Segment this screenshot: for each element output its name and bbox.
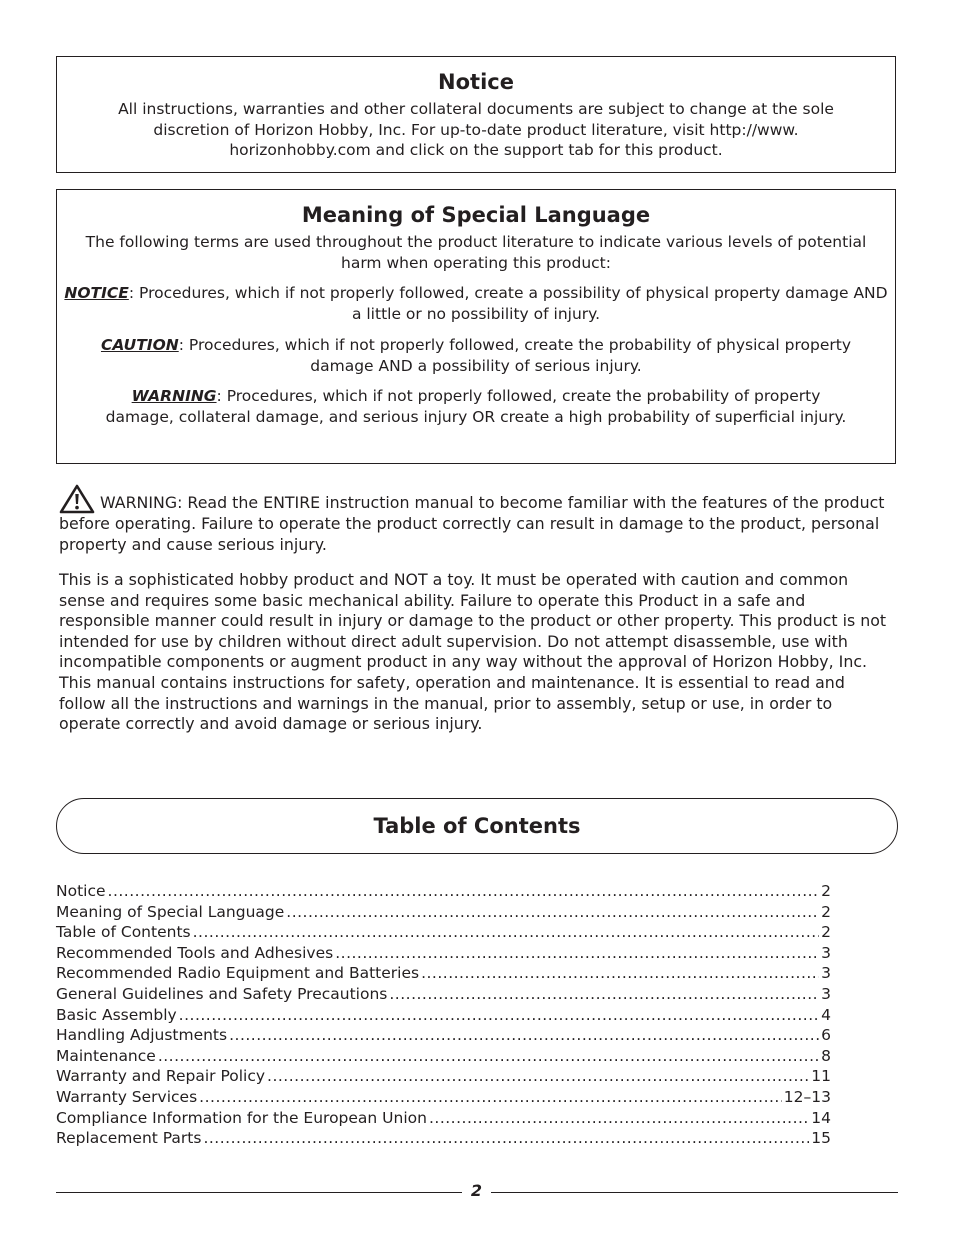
dot-leader [267, 1066, 809, 1087]
term-notice-key: NOTICE [64, 284, 129, 303]
term-warning-text: : Procedures, which if not properly followed, create the probability of property damage, collateral damage, and serious injury OR create a high probability of superficial injury. [105, 387, 847, 426]
toc-item-page: 14 [811, 1108, 831, 1127]
toc-header [56, 798, 898, 854]
dot-leader [421, 963, 819, 984]
toc-item-radio-equipment[interactable] [56, 963, 831, 984]
special-language-intro: The following terms are used throughout the product literature to indicate various levels of potential harm when operating this product: [85, 233, 867, 272]
term-caution [57, 335, 895, 376]
toc-item-page: 12–13 [783, 1087, 831, 1106]
toc-item-replacement-parts[interactable] [56, 1128, 831, 1149]
notice-text: All instructions, warranties and other collateral documents are subject to change at the sole discretion of Horizon Hobby, Inc. For up-to-date product literature, visit http://www. horizonhobby.com and click on the support tab for this product. [118, 100, 834, 160]
footer-rule-left [56, 1192, 462, 1193]
toc-item-label: Maintenance [56, 1046, 156, 1065]
toc-item-page: 11 [811, 1067, 831, 1086]
warning-triangle-icon [59, 484, 95, 514]
toc-item-label: Warranty Services [56, 1087, 198, 1106]
toc-item-warranty-services[interactable] [56, 1087, 831, 1108]
toc-item-page: 8 [821, 1046, 831, 1065]
term-warning-key: WARNING [131, 387, 217, 406]
product-paragraph: This is a sophisticated hobby product and NOT a toy. It must be operated with caution and common sense and requires some basic mechanical ability. Failure to operate this Product in a safe and responsible manner could result in injury or damage to the product or other property. This product is not intended for use by children without direct adult supervision. Do not attempt disassemble, use with incompatible components or augment product in any way without the approval of Horizon Hobby, Inc. This manual contains instructions for safety, operation and maintenance. It is essential to read and follow all the instructions and warnings in the manual, prior to assembly, setup or use, in order to operate correctly and avoid damage or serious injury. [59, 570, 887, 734]
warning-paragraph [59, 484, 895, 555]
toc-item-label: Notice [56, 882, 106, 900]
term-caution-text: : Procedures, which if not properly followed, create the probability of physical property damage AND a possibility of serious injury. [178, 335, 852, 375]
toc-item-tools-adhesives[interactable] [56, 943, 831, 964]
toc-title: Table of Contents [373, 814, 581, 838]
term-notice-text: : Procedures, which if not properly followed, create a possibility of physical property damage AND a little or no possibility of injury. [128, 284, 888, 324]
toc-item-special-language[interactable] [56, 902, 831, 923]
dot-leader [229, 1025, 819, 1046]
warning-paragraph-text: WARNING: Read the ENTIRE instruction manual to become familiar with the features of the product before operating. Failure to operate the product correctly can result in damage to the product, personal property and cause serious injury. [59, 493, 885, 554]
dot-leader [203, 1128, 809, 1149]
dot-leader [108, 881, 820, 902]
toc-item-page: 2 [821, 923, 831, 942]
toc-item-safety-precautions[interactable] [56, 984, 831, 1005]
dot-leader [193, 922, 820, 943]
toc-item-page: 6 [821, 1026, 831, 1045]
dot-leader [429, 1108, 809, 1129]
toc-item-label: Recommended Radio Equipment and Batteries [56, 964, 420, 983]
toc-item-label: Recommended Tools and Adhesives [56, 943, 334, 962]
term-notice [57, 283, 895, 324]
dot-leader [389, 984, 819, 1005]
toc-item-label: Basic Assembly [56, 1005, 177, 1024]
notice-title: Notice [438, 70, 514, 94]
toc-item-label: Replacement Parts [56, 1129, 202, 1148]
toc-item-label: General Guidelines and Safety Precautions [56, 984, 388, 1003]
toc-item-page: 2 [821, 902, 831, 921]
toc-item-page: 3 [821, 984, 831, 1003]
special-language-title: Meaning of Special Language [301, 203, 651, 227]
toc-list [56, 881, 831, 1149]
toc-item-table-of-contents[interactable] [56, 922, 831, 943]
dot-leader [199, 1087, 782, 1108]
toc-item-notice[interactable] [56, 881, 831, 902]
toc-item-page: 4 [821, 1005, 831, 1024]
toc-item-label: Table of Contents [56, 923, 191, 942]
toc-item-label: Handling Adjustments [56, 1026, 228, 1045]
term-caution-key: CAUTION [100, 335, 179, 354]
toc-item-page: 2 [821, 882, 831, 900]
toc-item-basic-assembly[interactable] [56, 1005, 831, 1026]
toc-item-label: Compliance Information for the European Union [56, 1108, 427, 1127]
term-warning [57, 386, 895, 427]
toc-item-handling-adjustments[interactable] [56, 1025, 831, 1046]
toc-item-page: 15 [811, 1129, 831, 1148]
dot-leader [335, 943, 819, 964]
notice-box [56, 56, 896, 173]
toc-item-compliance-eu[interactable] [56, 1108, 831, 1129]
toc-item-page: 3 [821, 964, 831, 983]
toc-item-warranty-repair[interactable] [56, 1066, 831, 1087]
toc-item-page: 3 [821, 943, 831, 962]
toc-item-maintenance[interactable] [56, 1046, 831, 1067]
page-number: 2 [470, 1181, 483, 1200]
toc-item-label: Meaning of Special Language [56, 902, 285, 921]
toc-item-label: Warranty and Repair Policy [56, 1067, 266, 1086]
special-language-box [56, 189, 896, 464]
dot-leader [158, 1046, 819, 1067]
dot-leader [286, 902, 819, 923]
dot-leader [179, 1005, 819, 1026]
footer-rule-right [491, 1192, 898, 1193]
